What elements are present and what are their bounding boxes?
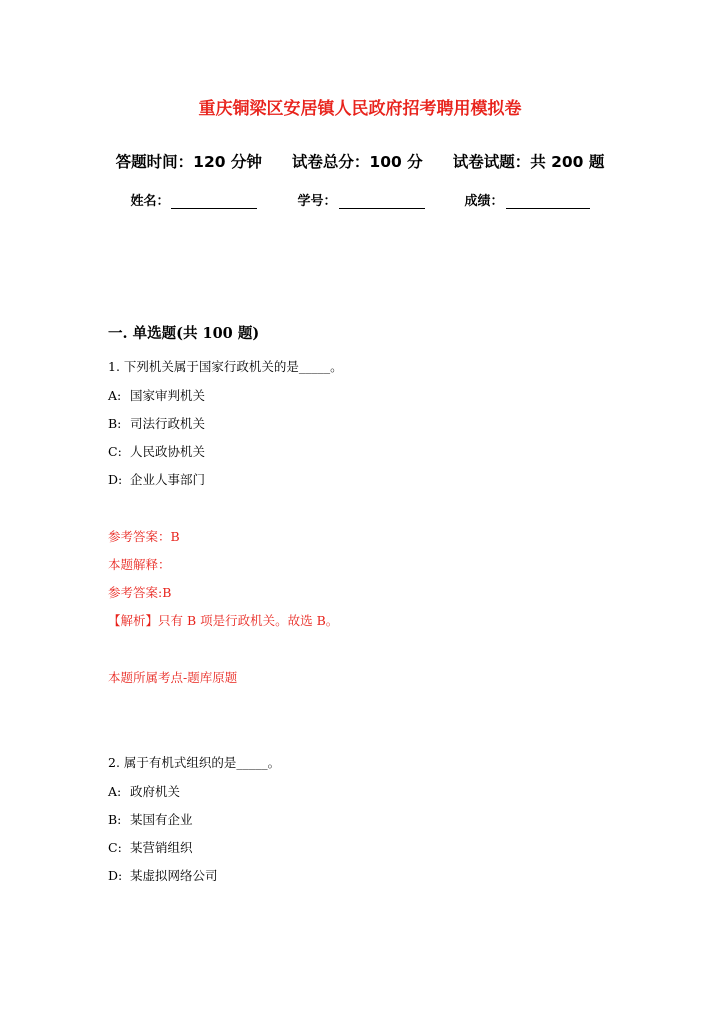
question-1-option-b	[108, 414, 205, 432]
question-1-option-c	[108, 442, 205, 460]
student-info-fields	[0, 190, 720, 209]
question-2-stem: 2. 属于有机式组织的是_____。	[108, 755, 281, 770]
section-heading: 一. 单选题(共 100 题)	[108, 325, 260, 342]
option-text: 某国有企业	[130, 812, 193, 827]
option-label: B:	[108, 416, 122, 431]
name-field	[130, 190, 257, 209]
question-2-option-a	[108, 782, 180, 800]
option-text: 某营销组织	[130, 840, 193, 855]
question-2-option-b	[108, 810, 193, 828]
option-text: 某虚拟网络公司	[130, 868, 218, 883]
exam-question-count: 试卷试题：共 200 题	[452, 153, 605, 171]
option-text: 国家审判机关	[130, 388, 206, 403]
question-1-source: 本题所属考点-题库原题	[108, 670, 238, 685]
question-1-explain-label: 本题解释：	[108, 557, 171, 572]
exam-time: 答题时间：120 分钟	[115, 153, 262, 171]
student-id-field	[297, 190, 424, 209]
question-1-option-a	[108, 386, 205, 404]
exam-total-score: 试卷总分：100 分	[291, 153, 423, 171]
option-text: 企业人事部门	[130, 472, 206, 487]
option-label: A:	[108, 784, 122, 799]
question-1-stem: 1. 下列机关属于国家行政机关的是_____。	[108, 359, 343, 374]
exam-meta	[0, 150, 720, 172]
student-id-blank[interactable]	[339, 194, 425, 209]
question-2-option-c	[108, 838, 193, 856]
question-1-answer-repeat: 参考答案:B	[108, 585, 172, 600]
option-label: C:	[108, 840, 122, 855]
grade-field	[465, 190, 590, 209]
name-blank[interactable]	[171, 194, 257, 209]
student-id-label: 学号：	[297, 194, 337, 209]
option-label: C:	[108, 444, 122, 459]
question-1-answer: 参考答案：B	[108, 529, 180, 544]
name-label: 姓名：	[130, 194, 170, 209]
grade-blank[interactable]	[506, 194, 590, 209]
option-text: 司法行政机关	[130, 416, 206, 431]
question-1-option-d	[108, 470, 205, 488]
question-2-option-d	[108, 866, 218, 884]
option-label: D:	[108, 868, 123, 883]
option-label: A:	[108, 388, 122, 403]
option-text: 人民政协机关	[130, 444, 206, 459]
option-label: B:	[108, 812, 122, 827]
option-label: D:	[108, 472, 123, 487]
option-text: 政府机关	[130, 784, 181, 799]
document-title: 重庆铜梁区安居镇人民政府招考聘用模拟卷	[198, 99, 522, 119]
question-1-analysis: 【解析】只有 B 项是行政机关。故选 B。	[108, 613, 339, 628]
grade-label: 成绩：	[464, 194, 504, 209]
